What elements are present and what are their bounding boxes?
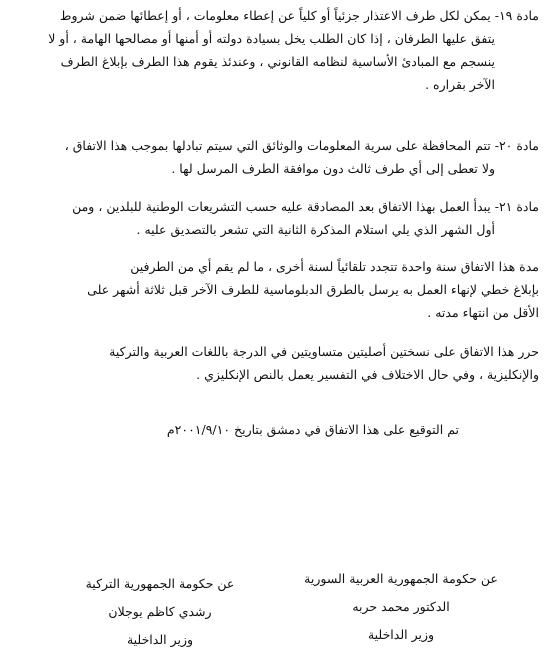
article-19-line-1: مادة ١٩- يمكن لكل طرف الاعتذار جزئياً أو كلياً عن إعطاء معلومات ، أو إعطائها ضمن شروط <box>59 8 539 23</box>
article-19-line-3: ينسجم مع المبادئ الأساسية لنظامه القانوني ، وعندئذ يقوم هذا الطرف بإبلاغ الطرف <box>60 54 495 69</box>
signing-line: تم التوقيع على هذا الاتفاق في دمشق بتاريخ ٢٠٠١/٩/١٠م <box>166 422 459 437</box>
turkey-on-behalf: عن حكومة الجمهورية التركية <box>85 576 235 591</box>
syria-on-behalf: عن حكومة الجمهورية العربية السورية <box>304 571 498 586</box>
languages-line-2: والإنكليزية ، وفي حال الاختلاف في التفسير يعمل بالنص الإنكليزي . <box>196 367 539 382</box>
languages-line-1: حرر هذا الاتفاق على نسختين أصليتين متساويتين في الدرجة باللغات العربية والتركية <box>109 344 539 359</box>
turkey-signatory-title: وزير الداخلية <box>126 632 194 647</box>
article-19-line-4: الآخر بقراره . <box>425 77 495 92</box>
duration-paragraph <box>14 255 539 324</box>
syria-signatory-name: الدكتور محمد حربه <box>352 599 450 614</box>
article-19 <box>14 4 539 96</box>
article-20-line-2: ولا تعطى إلى أي طرف ثالث دون موافقة الطرف المرسل لها . <box>171 161 495 176</box>
article-19-line-2: يتفق عليها الطرفان ، إذا كان الطلب يخل بسيادة دولته أو أمنها أو مصالحها الهامة ، أو لا <box>48 31 495 46</box>
article-20 <box>14 134 539 180</box>
article-20-line-1: مادة ٢٠- تتم المحافظة على سرية المعلومات والوثائق التي سيتم تبادلها بموجب هذا الاتفاق ، <box>64 138 539 153</box>
duration-line-3: الأقل من انتهاء مدته . <box>427 305 539 320</box>
languages-paragraph <box>14 340 539 386</box>
article-21-line-2: أول الشهر الذي يلي استلام المذكرة الثانية التي تشعر بالتصديق عليه . <box>136 222 495 237</box>
syria-signatory-title: وزير الداخلية <box>367 627 435 642</box>
article-21 <box>14 195 539 241</box>
signature-block-syria <box>291 565 511 649</box>
duration-line-2: بإبلاغ خطي لإنهاء العمل به يرسل بالطرق الدبلوماسية للطرف الآخر قبل ثلاثة أشهر على <box>87 282 539 297</box>
duration-line-1: مدة هذا الاتفاق سنة واحدة تتجدد تلقائياً لسنة أخرى ، ما لم يقم أي من الطرفين <box>130 259 539 274</box>
signature-block-turkey <box>50 570 270 654</box>
article-21-line-1: مادة ٢١- يبدأ العمل بهذا الاتفاق بعد المصادقة عليه حسب التشريعات الوطنية للبلدين ، ومن <box>72 199 539 214</box>
signing-paragraph <box>14 418 459 441</box>
turkey-signatory-name: رشدي كاظم يوجلان <box>108 604 212 619</box>
